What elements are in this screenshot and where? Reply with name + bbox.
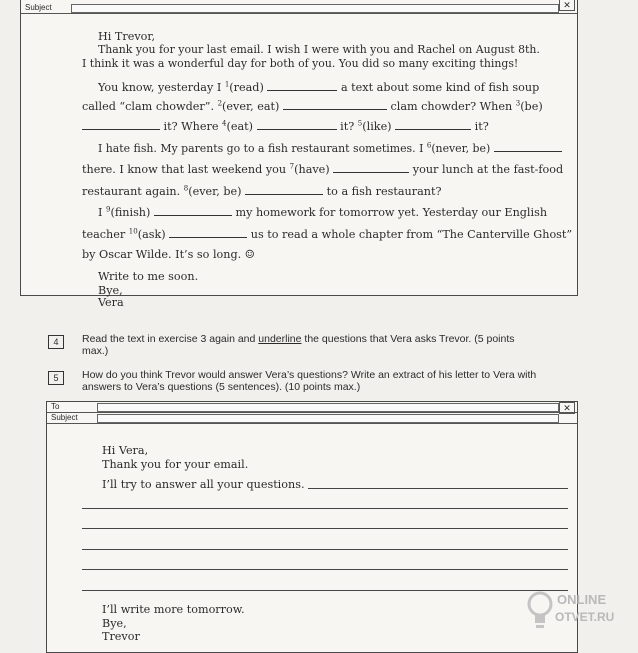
bulb-icon [524, 588, 556, 632]
gap-8-blank[interactable] [245, 184, 323, 195]
answer-line-3[interactable] [82, 528, 568, 529]
paragraph-3-line-1: I hate fish. My parents go to a fish restaurant sometimes. I $^6$(never, be) [98, 141, 562, 156]
gap-7-blank[interactable] [333, 162, 409, 173]
gap-10-blank[interactable] [169, 227, 247, 238]
close-icon[interactable]: ✕ [559, 0, 575, 11]
gap-6-blank[interactable] [494, 141, 562, 152]
paragraph-2-line-2: called “clam chowder”. $^2$(ever, eat) clam chowder? When $^3$(be) [82, 99, 543, 113]
reply-greeting: Hi Vera, [102, 444, 149, 457]
answer-line-2[interactable] [82, 508, 568, 509]
exercise-5-number: 5 [48, 371, 64, 385]
reply-closing-3: Trevor [102, 630, 140, 643]
gap-4-blank[interactable] [257, 119, 337, 130]
gap-2-blank[interactable] [283, 99, 387, 110]
reply-line-2: I’ll try to answer all your questions. [102, 478, 305, 491]
answer-line-4[interactable] [82, 549, 568, 550]
subject-field[interactable] [71, 4, 559, 13]
reply-closing-2: Bye, [102, 617, 127, 630]
to-row [47, 402, 577, 413]
to-label: To [51, 402, 60, 411]
paragraph-3-line-2: there. I know that last weekend you $^7$(have) your lunch at the fast-food [82, 162, 564, 176]
paragraph-1-line-2: I think it was a wonderful day for both of you. You did so many exciting things! [82, 57, 519, 70]
answer-line-1[interactable] [308, 488, 568, 489]
subject-row [21, 3, 577, 14]
paragraph-4-line-1: I $^9$(finish) my homework for tomorrow yet. Yesterday our English [98, 205, 548, 219]
gap-1-blank[interactable] [267, 80, 337, 91]
gap-3-blank[interactable] [82, 119, 160, 130]
reply-closing-1: I’ll write more tomorrow. [102, 603, 245, 616]
greeting: Hi Trevor, [98, 30, 156, 43]
gap-9-blank[interactable] [154, 205, 232, 216]
to-field[interactable] [97, 403, 559, 412]
subject-label: Subject [25, 3, 52, 12]
watermark-line-2: OTVET.RU [555, 610, 615, 624]
subject-label: Subject [51, 413, 78, 422]
paragraph-3-line-3: restaurant again. $^8$(ever, be) to a fish restaurant? [82, 184, 442, 198]
signoff-line-1: Write to me soon. [98, 270, 199, 283]
answer-line-5[interactable] [82, 569, 568, 570]
paragraph-2-line-3: it? Where $^4$(eat) it? $^5$(like) it? [82, 119, 489, 134]
paragraph-4-line-2: teacher $^{10}$(ask) us to read a whole chapter from “The Canterville Ghost” [82, 227, 573, 241]
answer-line-6[interactable] [82, 590, 568, 591]
signoff-line-2: Bye, [98, 284, 123, 297]
paragraph-4-line-3: by Oscar Wilde. It’s so long. ☺ [82, 248, 255, 261]
exercise-4-number: 4 [48, 335, 64, 349]
signoff-line-3: Vera [98, 296, 124, 309]
subject-field[interactable] [97, 414, 559, 423]
exercise-4-instruction: Read the text in exercise 3 again and underline the questions that Vera asks Trevor. (5 points max.) [82, 333, 515, 357]
paragraph-2-line-1: You know, yesterday I $^1$(read) a text about some kind of fish soup [98, 80, 540, 94]
watermark-line-1: ONLINE [557, 592, 607, 607]
exercise-5-instruction: How do you think Trevor would answer Vera’s questions? Write an extract of his letter to Vera with answers to Vera’s questions (5 sentences). (10 points max.) [82, 369, 537, 393]
close-icon[interactable]: ✕ [559, 402, 575, 414]
reply-line-1: Thank you for your email. [102, 458, 249, 471]
paragraph-1-line-1: Thank you for your last email. I wish I were with you and Rachel on August 8th. [98, 43, 540, 56]
subject-row [47, 413, 577, 424]
gap-5-blank[interactable] [395, 119, 471, 130]
